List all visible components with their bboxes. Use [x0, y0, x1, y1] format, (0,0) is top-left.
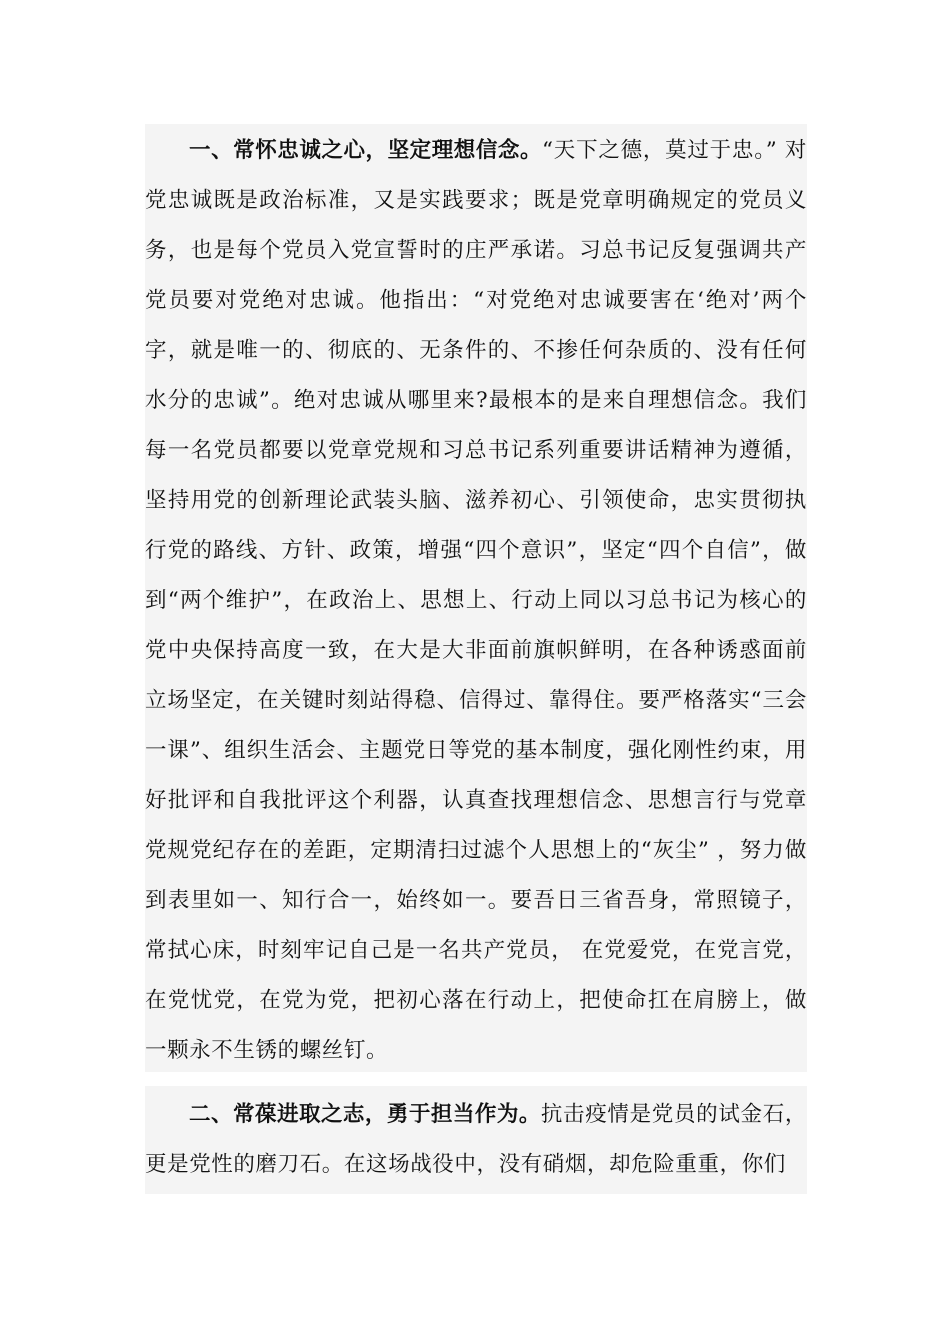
paragraph-1-heading: 一、常怀忠诚之心，坚定理想信念。 [189, 138, 543, 163]
paragraph-block-2 [145, 1086, 807, 1194]
paragraph-2-body: 抗击疫情是党员的试金石，更是党性的磨刀石。在这场战役中，没有硝烟，却危险重重，你们 [145, 1102, 808, 1177]
paragraph-block-1 [145, 124, 807, 1072]
paragraph-2 [145, 1086, 807, 1190]
paragraph-2-heading: 二、常葆进取之志，勇于担当作为。 [189, 1102, 541, 1127]
paragraph-1-body: “天下之德，莫过于忠。” 对党忠诚既是政治标准，又是实践要求；既是党章明确规定的党员义务，也是每个党员入党宣誓时的庄严承诺。习总书记反复强调共产党员要对党绝对忠诚。他指出：“对党绝对忠诚要害在‘绝对’两个字，就是唯一的、彻底的、无条件的、不掺任何杂质的、没有任何水分的忠诚”。绝对忠诚从哪里来?最根本的是来自理想信念。我们每一名党员都要以党章党规和习总书记系列重要讲话精神为遵循，坚持用党的创新理论武装头脑、滋养初心、引领使命，忠实贯彻执行党的路线、方针、政策，增强“四个意识”，坚定“四个自信”，做到“两个维护”，在政治上、思想上、行动上同以习总书记为核心的党中央保持高度一致，在大是大非面前旗帜鲜明，在各种诱惑面前立场坚定，在关键时刻站得稳、信得过、靠得住。要严格落实“三会一课”、组织生活会、主题党日等党的基本制度，强化刚性约束，用好批评和自我批评这个利器，认真查找理想信念、思想言行与党章党规党纪存在的差距，定期清扫过滤个人思想上的“灰尘” ，努力做到表里如一、知行合一，始终如一。要吾日三省吾身，常照镜子，常拭心床，时刻牢记自己是一名共产党员， 在党爱党，在党言党，在党忧党，在党为党，把初心落在行动上，把使命扛在肩膀上，做一颗永不生锈的螺丝钉。 [145, 138, 807, 1063]
paragraph-1 [145, 124, 807, 1076]
